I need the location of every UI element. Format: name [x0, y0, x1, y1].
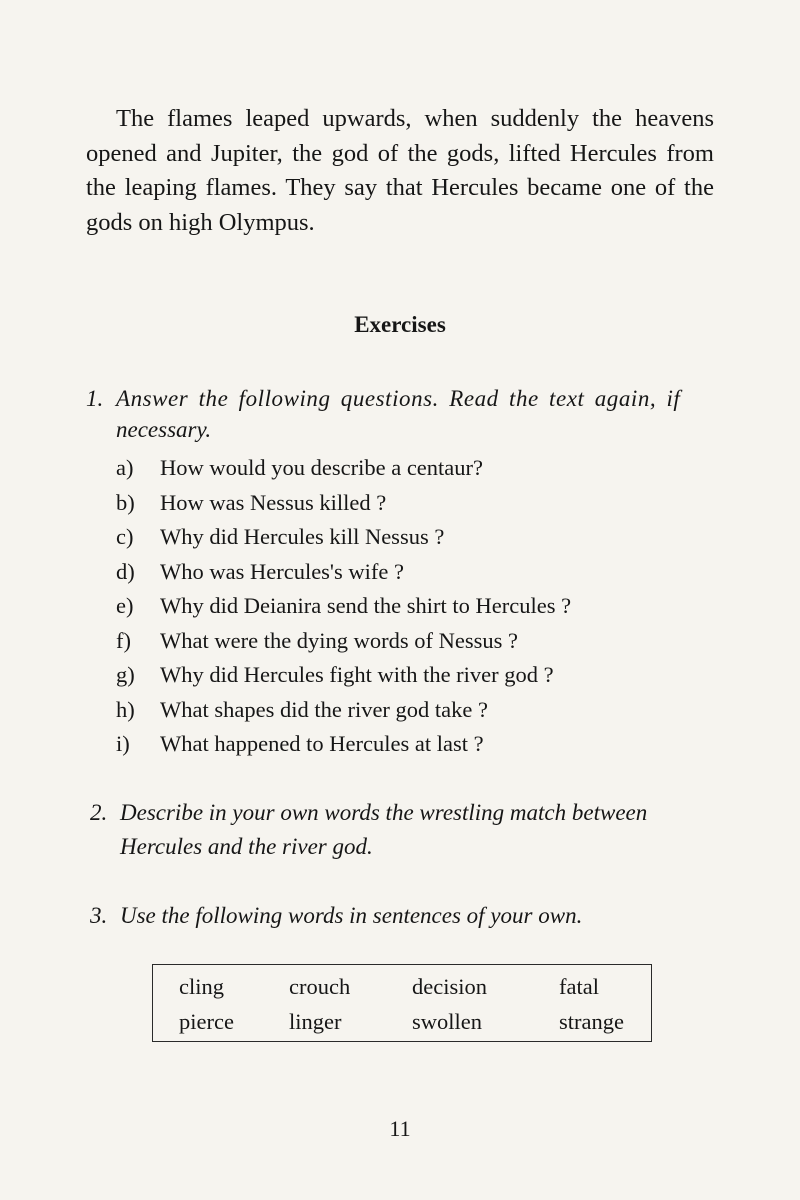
question-letter: c): [116, 524, 134, 549]
exercises-heading: Exercises: [354, 312, 446, 337]
question-item: [116, 658, 716, 693]
question-letter: a): [116, 455, 134, 480]
intro-paragraph: The flames leaped upwards, when suddenly the heavens opened and Jupiter, the god of the gods, lifted Hercules from the leaping flames. They say that Hercules became one of the gods on high Olympus.: [86, 105, 714, 236]
exercise-2-instruction-line1: Describe in your own words the wrestling match between: [120, 800, 648, 825]
question-letter: i): [116, 731, 130, 756]
exercise-2-number: 2.: [90, 800, 108, 825]
exercise-3-number: 3.: [90, 903, 108, 928]
question-item: [116, 589, 716, 624]
vocabulary-word: crouch: [289, 974, 351, 999]
vocabulary-word: cling: [179, 974, 224, 999]
vocabulary-row: [179, 969, 649, 1004]
vocabulary-word-box: [152, 964, 652, 1042]
exercise-3-instruction: [90, 899, 720, 933]
vocabulary-row: [179, 1004, 649, 1039]
question-item: [116, 624, 716, 659]
question-text: What were the dying words of Nessus ?: [160, 627, 519, 653]
question-text: Why did Hercules fight with the river god ?: [160, 662, 554, 687]
question-letter: b): [116, 489, 135, 515]
exercise-2-instruction: [90, 796, 720, 864]
question-item: [116, 486, 716, 521]
question-text: Why did Hercules kill Nessus ?: [160, 524, 445, 549]
question-text: How was Nessus killed ?: [160, 489, 387, 515]
question-letter: e): [116, 593, 134, 618]
page-number: 11: [389, 1116, 411, 1141]
exercise-1-question-list: [116, 451, 716, 762]
question-text: What shapes did the river god take ?: [160, 696, 489, 722]
exercise-3-instruction-text: Use the following words in sentences of your own.: [120, 903, 583, 928]
question-letter: h): [116, 696, 135, 722]
question-item: [116, 555, 716, 590]
question-item: [116, 451, 716, 486]
vocabulary-word: swollen: [412, 1009, 482, 1034]
question-letter: d): [116, 558, 135, 584]
exercise-1-instruction: [86, 382, 716, 447]
vocabulary-table: [179, 969, 649, 1039]
exercise-2-instruction-line2: Hercules and the river god.: [120, 834, 373, 859]
exercise-1-number: 1.: [86, 386, 104, 411]
question-letter: g): [116, 662, 135, 687]
question-letter: f): [116, 627, 131, 653]
question-text: Why did Deianira send the shirt to Hercules ?: [160, 593, 572, 618]
vocabulary-word: decision: [412, 974, 487, 999]
vocabulary-word: linger: [289, 1009, 342, 1034]
vocabulary-word: fatal: [559, 974, 599, 999]
exercise-1-instruction-line1: Answer the following questions. Read the text again, if: [116, 386, 681, 411]
question-text: What happened to Hercules at last ?: [160, 731, 484, 756]
question-item: [116, 693, 716, 728]
question-text: Who was Hercules's wife ?: [160, 558, 404, 584]
vocabulary-word: pierce: [179, 1009, 234, 1034]
exercise-1-instruction-line2: necessary.: [116, 417, 212, 442]
question-item: [116, 520, 716, 555]
question-text: How would you describe a centaur?: [160, 455, 484, 480]
question-item: [116, 727, 716, 762]
vocabulary-word: strange: [559, 1009, 624, 1034]
